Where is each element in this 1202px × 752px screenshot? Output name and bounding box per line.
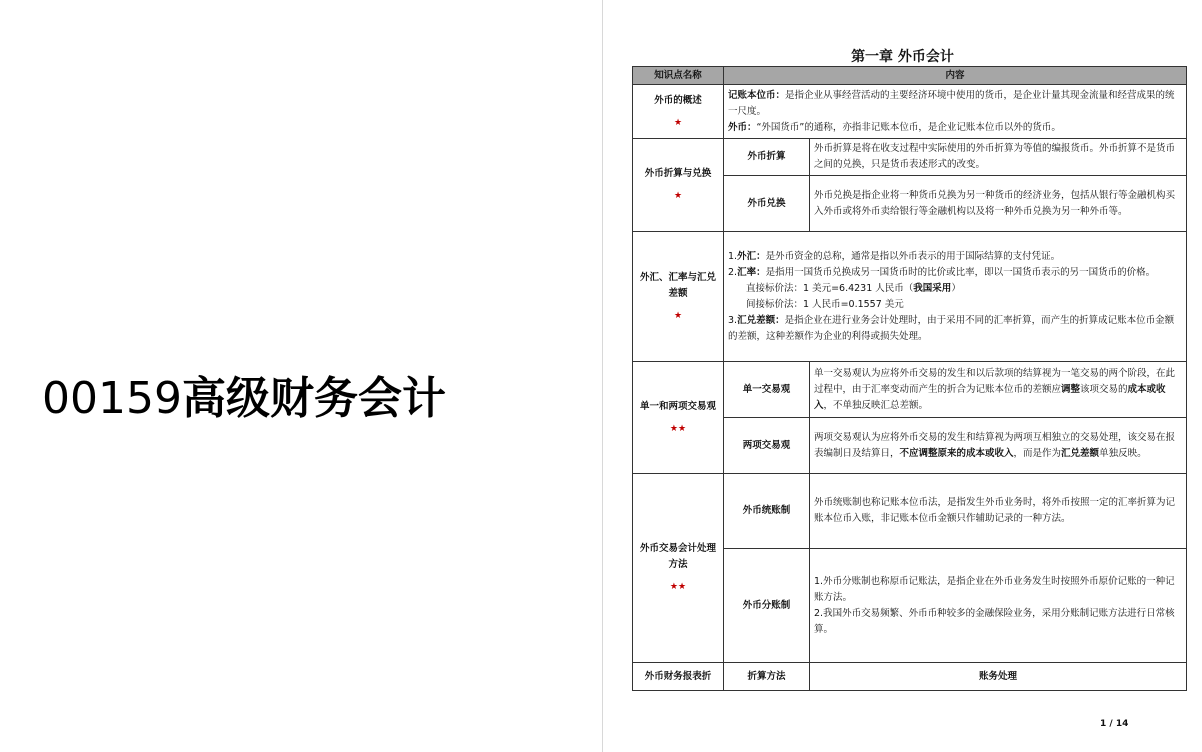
term-text: 是外币资金的总称，通常是指以外币表示的用于国际结算的支付凭证。 bbox=[765, 250, 1061, 262]
content-cell: 两项交易观认为应将外币交易的发生和结算视为两项互相独立的交易处理，该交易在报表编制日及结算日，不应调整原来的成本或收入，而是作为汇兑差额单独反映。 bbox=[810, 418, 1187, 474]
topic-name: 外币折算与兑换 bbox=[644, 168, 712, 179]
table-header-row bbox=[633, 67, 1187, 85]
header-name: 知识点名称 bbox=[633, 67, 724, 85]
content-cell: 外币折算是将在收支过程中实际使用的外币折算为等值的编报货币。外币折算不是货币之间的兑换，只是货币表述形式的改变。 bbox=[810, 139, 1187, 176]
table-row bbox=[633, 362, 1187, 418]
topic-cell bbox=[633, 474, 724, 663]
term-text: 是指企业从事经营活动的主要经济环境中使用的货币，是企业计量其现金流量和经营成果的统一尺度。 bbox=[728, 89, 1175, 117]
course-name: 高级财务会计 bbox=[181, 373, 446, 424]
content-cell: 外币兑换是指企业将一种货币兑换为另一种货币的经济业务，包括从银行等金融机构买入外币或将外币卖给银行等金融机构以及将一种外币兑换为另一种外币等。 bbox=[810, 176, 1187, 232]
content-cell: 单一交易观认为应将外币交易的发生和以后款项的结算视为一笔交易的两个阶段，在此过程中，由于汇率变动而产生的折合为记账本位币的差额应调整该项交易的成本或收入，不单独反映汇总差额。 bbox=[810, 362, 1187, 418]
star-rating: ★ bbox=[673, 191, 683, 201]
topic-cell: 外币财务报表折 bbox=[633, 663, 724, 691]
topic-name: 外币交易会计处理方法 bbox=[639, 543, 716, 570]
content-cell: 外币统账制也称记账本位币法，是指发生外币业务时，将外币按照一定的汇率折算为记账本位币入账，非记账本位币金额只作辅助记录的一种方法。 bbox=[810, 474, 1187, 549]
course-code: 00159 bbox=[42, 373, 182, 424]
table-row bbox=[633, 232, 1187, 362]
star-rating: ★ bbox=[673, 117, 683, 128]
subtopic-cell: 外币折算 bbox=[724, 139, 810, 176]
content-cell bbox=[724, 232, 1187, 362]
direct-quote-method: 直接标价法：1 美元=6.4231 人民币（我国采用） bbox=[746, 282, 961, 294]
term-label: 汇兑差额： bbox=[737, 314, 785, 326]
indirect-quote-method: 间接标价法：1 人民币=0.1557 美元 bbox=[746, 298, 904, 310]
subtopic-cell: 外币统账制 bbox=[724, 474, 810, 549]
item-number: 1. bbox=[728, 250, 738, 262]
document-page bbox=[603, 0, 1202, 752]
star-rating: ★ bbox=[673, 310, 683, 321]
term-text: “外国货币”的通称，亦指非记账本位币，是企业记账本位币以外的货币。 bbox=[756, 121, 1061, 133]
content-cell: 账务处理 bbox=[810, 663, 1187, 691]
topic-cell bbox=[633, 362, 724, 474]
content-cell bbox=[724, 85, 1187, 139]
subtopic-cell: 外币分账制 bbox=[724, 549, 810, 663]
topic-cell bbox=[633, 139, 724, 232]
page-number: 1 / 14 bbox=[1100, 719, 1129, 729]
subtopic-cell: 折算方法 bbox=[724, 663, 810, 691]
knowledge-table bbox=[632, 66, 1187, 691]
term-text: 是指用一国货币兑换成另一国货币时的比价或比率，即以一国货币表示的另一国货币的价格。 bbox=[765, 266, 1156, 278]
table-row bbox=[633, 139, 1187, 176]
term-label: 外汇： bbox=[737, 250, 766, 262]
star-rating: ★★ bbox=[669, 582, 687, 592]
table-row bbox=[633, 85, 1187, 139]
table-row bbox=[633, 474, 1187, 549]
topic-name: 外汇、汇率与汇兑差额 bbox=[639, 271, 716, 299]
cover-title bbox=[42, 362, 446, 426]
table-row bbox=[633, 663, 1187, 691]
topic-cell bbox=[633, 232, 724, 362]
topic-name: 外币的概述 bbox=[654, 94, 702, 106]
topic-cell bbox=[633, 85, 724, 139]
term-label: 记账本位币： bbox=[728, 89, 786, 101]
header-content: 内容 bbox=[724, 67, 1187, 85]
term-label: 外币： bbox=[728, 121, 757, 133]
term-text: 是指企业在进行业务会计处理时，由于采用不同的汇率折算，而产生的折算成记账本位币金额的差额，这种差额作为企业的利得或损失处理。 bbox=[728, 314, 1175, 342]
term-label: 汇率： bbox=[737, 266, 766, 278]
subtopic-cell: 两项交易观 bbox=[724, 418, 810, 474]
chapter-title: 第一章 外币会计 bbox=[851, 49, 954, 65]
star-rating: ★★ bbox=[669, 423, 687, 434]
item-number: 2. bbox=[728, 266, 738, 278]
item-number: 3. bbox=[728, 314, 738, 326]
content-cell: 1.外币分账制也称原币记账法，是指企业在外币业务发生时按照外币原价记账的一种记账方法。 2.我国外币交易频繁、外币币种较多的金融保险业务，采用分账制记账方法进行日常核算。 bbox=[810, 549, 1187, 663]
subtopic-cell: 外币兑换 bbox=[724, 176, 810, 232]
subtopic-cell: 单一交易观 bbox=[724, 362, 810, 418]
topic-name: 单一和两项交易观 bbox=[639, 400, 716, 412]
